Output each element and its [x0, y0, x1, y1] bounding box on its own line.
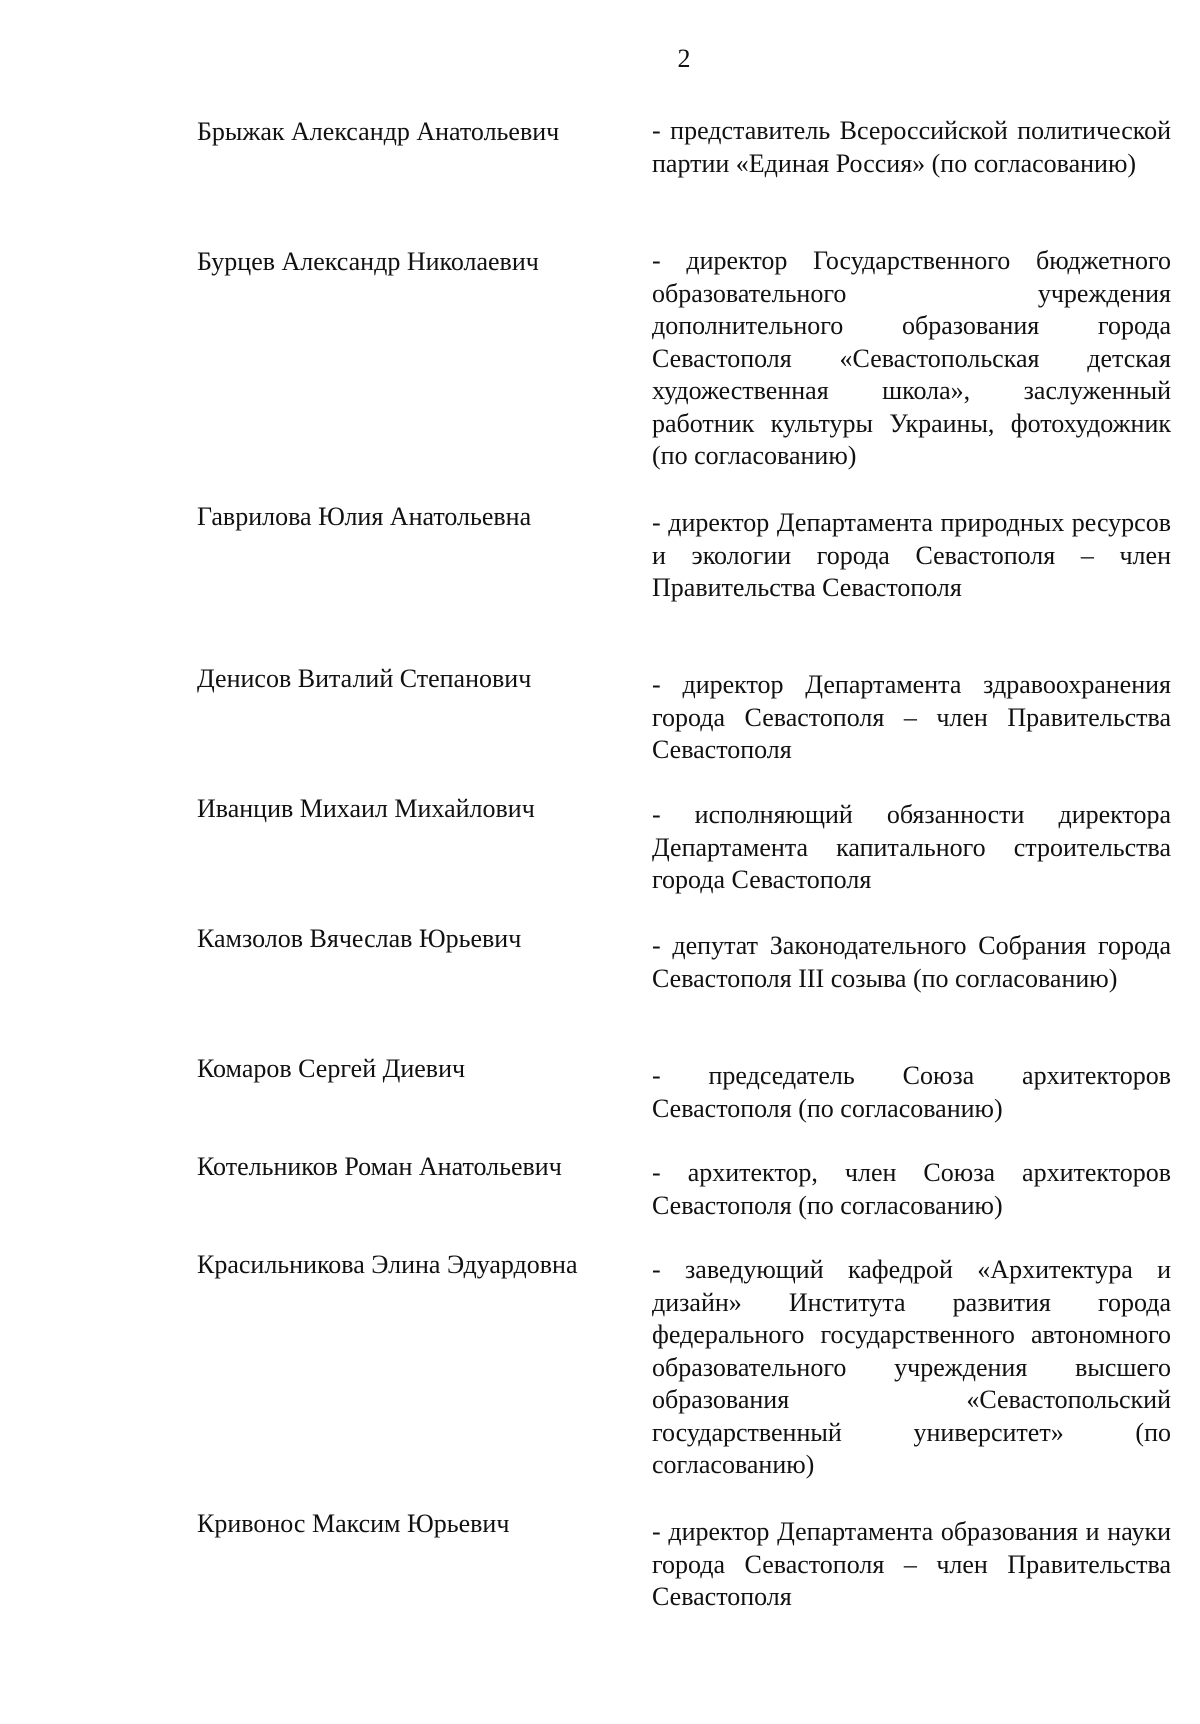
member-name: Денисов Виталий Степанович: [197, 664, 532, 693]
member-role: - исполняющий обязанности директора Департамента капитального строительства города Севастополя: [652, 800, 1171, 894]
member-name: Комаров Сергей Диевич: [197, 1054, 466, 1083]
member-role: - директор Департамента здравоохранения города Севастополя – член Правительства Севастополя: [652, 670, 1171, 764]
member-name: Гаврилова Юлия Анатольевна: [197, 502, 532, 531]
member-role: - директор Департамента природных ресурсов и экологии города Севастополя – член Правительства Севастополя: [652, 508, 1171, 602]
member-role: - заведующий кафедрой «Архитектура и дизайн» Института развития города федерального государственного автономного образовательного учреждения высшего образования «Севастопольский государственный университет» (по согласованию): [652, 1255, 1171, 1479]
member-role: - депутат Законодательного Собрания города Севастополя III созыва (по согласованию): [652, 931, 1171, 993]
member-role: - председатель Союза архитекторов Севастополя (по согласованию): [652, 1061, 1171, 1123]
member-name: Бурцев Александр Николаевич: [197, 247, 539, 276]
member-role: - директор Департамента образования и науки города Севастополя – член Правительства Севастополя: [652, 1517, 1171, 1611]
member-role: - директор Государственного бюджетного образовательного учреждения дополнительного образования города Севастополя «Севастопольская детская художественная школа», заслуженный работник культуры Украины, фотохудожник (по согласованию): [652, 246, 1171, 470]
member-name: Кривонос Максим Юрьевич: [197, 1509, 510, 1538]
member-role: - представитель Всероссийской политической партии «Единая Россия» (по согласованию): [652, 116, 1171, 178]
member-name: Брыжак Александр Анатольевич: [197, 117, 560, 146]
member-name: Красильникова Элина Эдуардовна: [197, 1250, 578, 1279]
member-name: Котельников Роман Анатольевич: [197, 1152, 562, 1181]
member-name: Камзолов Вячеслав Юрьевич: [197, 924, 522, 953]
member-name: Иванцив Михаил Михайлович: [197, 794, 535, 823]
member-role: - архитектор, член Союза архитекторов Севастополя (по согласованию): [652, 1158, 1171, 1220]
page-number: 2: [677, 44, 691, 73]
